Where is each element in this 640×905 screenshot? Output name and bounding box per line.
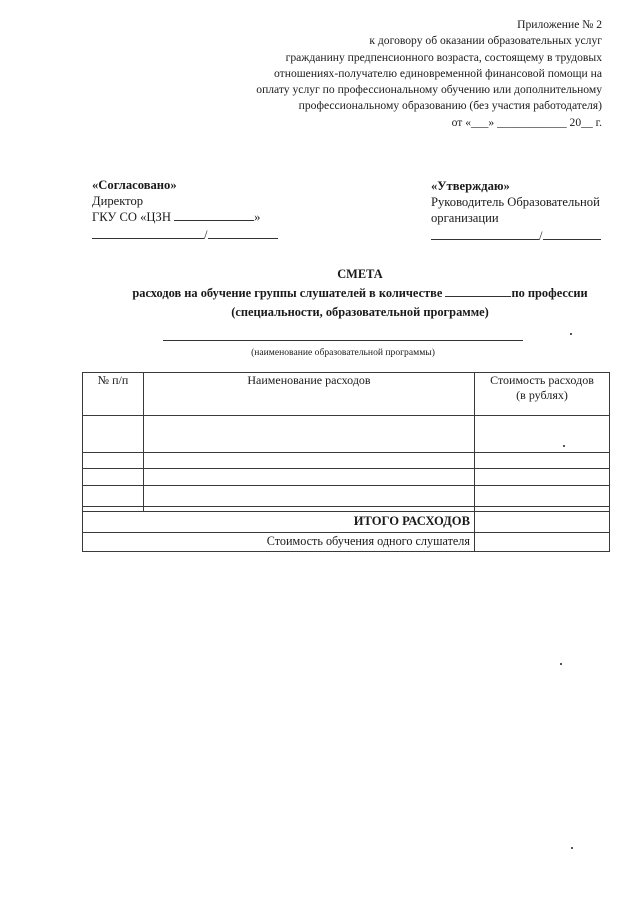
title-line-3: (специальности, образовательной программе) (231, 305, 489, 319)
header-cost-line-2: (в рублях) (516, 388, 568, 402)
table-cell[interactable] (83, 486, 144, 507)
table-cell[interactable] (475, 416, 610, 453)
scan-speck (563, 445, 565, 447)
scan-speck (560, 663, 562, 665)
agreed-signature-line (92, 227, 292, 243)
appendix-line-5: оплату услуг по профессиональному обучению или дополнительному (256, 83, 602, 97)
approved-header: «Утверждаю» (431, 179, 510, 193)
table-row (83, 416, 610, 453)
appendix-header (182, 17, 602, 131)
table-row (83, 469, 610, 486)
header-cost (475, 373, 610, 416)
approved-signature-line (431, 228, 611, 244)
header-cost-line-1: Стоимость расходов (490, 373, 594, 387)
appendix-line-2: к договору об оказании образовательных услуг (369, 34, 602, 48)
appendix-line-1: Приложение № 2 (517, 18, 602, 31)
agreed-organization (92, 209, 292, 225)
program-name-caption: (наименование образовательной программы) (251, 347, 435, 358)
per-student-row (83, 533, 610, 552)
table-cell[interactable] (475, 453, 610, 469)
table-cell[interactable] (83, 416, 144, 453)
agreed-organization-suffix: » (254, 210, 261, 224)
table-cell[interactable] (83, 453, 144, 469)
total-row (83, 512, 610, 533)
total-value-cell[interactable] (475, 512, 610, 533)
agreed-signature-blank (92, 227, 204, 239)
table-header-row (83, 373, 610, 416)
appendix-line-4: отношениях-получателю единовременной финансовой помощи на (274, 66, 602, 80)
approved-signature-sep: / (539, 229, 543, 243)
per-student-value-cell[interactable] (475, 533, 610, 552)
appendix-date-line: от «___» ____________ 20__ г. (451, 115, 602, 129)
agreed-organization-blank (174, 209, 254, 221)
agreed-signature-sep: / (204, 228, 208, 242)
table-cell[interactable] (144, 416, 475, 453)
approved-signature-blank (431, 228, 539, 240)
per-student-label: Стоимость обучения одного слушателя (83, 533, 475, 552)
approval-block-approved (431, 178, 611, 244)
table-cell[interactable] (144, 453, 475, 469)
agreed-position: Директор (92, 194, 144, 208)
appendix-line-6: профессиональному образованию (без участия работодателя) (298, 99, 602, 113)
agreed-name-blank (208, 227, 278, 239)
estimate-title (80, 265, 640, 322)
title-main: СМЕТА (337, 267, 383, 281)
table-row (83, 453, 610, 469)
agreed-header: «Согласовано» (92, 178, 177, 192)
appendix-line-3: гражданину предпенсионного возраста, состоящему в трудовых (285, 50, 602, 64)
table-row (83, 486, 610, 507)
total-label: ИТОГО РАСХОДОВ (83, 512, 475, 533)
header-num: № п/п (83, 373, 144, 416)
table-cell[interactable] (144, 469, 475, 486)
title-line-2-prefix: расходов на обучение группы слушателей в количестве (132, 286, 443, 300)
title-line-2 (80, 284, 640, 303)
table-cell[interactable] (144, 486, 475, 507)
agreed-organization-prefix: ГКУ СО «ЦЗН (92, 210, 171, 224)
title-line-2-suffix: по профессии (511, 286, 588, 300)
scan-speck (570, 333, 572, 335)
approved-organization: организации (431, 211, 499, 225)
table-cell[interactable] (475, 486, 610, 507)
approval-block-agreed (92, 177, 292, 243)
approved-name-blank (543, 228, 601, 240)
student-count-blank (445, 285, 511, 297)
header-name: Наименование расходов (144, 373, 475, 416)
approved-position: Руководитель Образовательной (431, 195, 600, 209)
scan-speck (571, 847, 573, 849)
estimate-table (82, 372, 610, 552)
table-cell[interactable] (83, 469, 144, 486)
program-name-line (163, 340, 523, 341)
table-cell[interactable] (475, 469, 610, 486)
